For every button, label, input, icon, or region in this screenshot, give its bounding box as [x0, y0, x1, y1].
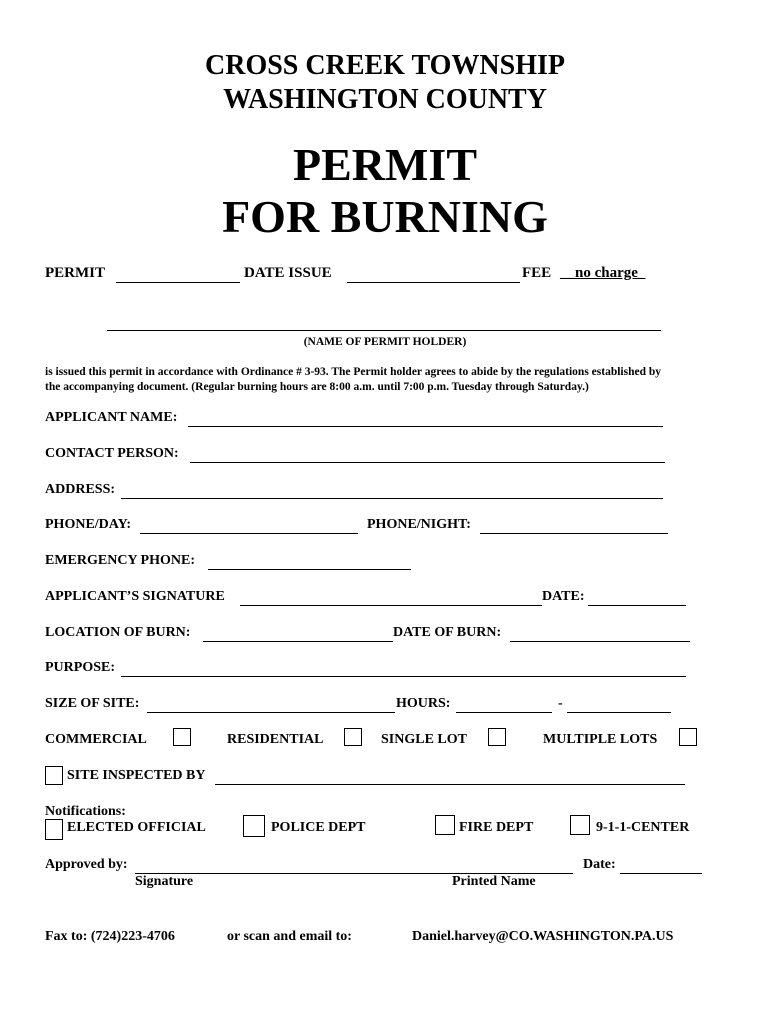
permit-number-field[interactable]	[116, 282, 240, 283]
multiple-lots-label: MULTIPLE LOTS	[543, 732, 658, 747]
single-lot-checkbox[interactable]	[488, 728, 506, 746]
date-issue-label: DATE ISSUE	[244, 265, 332, 281]
phone-night-field[interactable]	[480, 533, 668, 534]
notifications-heading: Notifications:	[45, 804, 126, 819]
contact-person-label: CONTACT PERSON:	[45, 446, 179, 461]
date-issue-field[interactable]	[347, 282, 520, 283]
hours-label: HOURS:	[396, 696, 451, 711]
single-lot-label: SINGLE LOT	[381, 732, 467, 747]
approved-by-label: Approved by:	[45, 857, 128, 872]
multiple-lots-checkbox[interactable]	[679, 728, 697, 746]
commercial-checkbox[interactable]	[173, 728, 191, 746]
residential-label: RESIDENTIAL	[227, 732, 324, 747]
purpose-field[interactable]	[121, 676, 686, 677]
site-inspected-field[interactable]	[215, 784, 685, 785]
location-of-burn-field[interactable]	[203, 641, 393, 642]
fee-value: __no charge_	[560, 265, 646, 281]
hours-start-field[interactable]	[456, 712, 552, 713]
size-of-site-field[interactable]	[147, 712, 395, 713]
signature-date-field[interactable]	[588, 605, 686, 606]
printed-name-caption: Printed Name	[452, 874, 536, 889]
county-heading: WASHINGTON COUNTY	[223, 84, 547, 115]
phone-night-label: PHONE/NIGHT:	[367, 517, 471, 532]
address-label: ADDRESS:	[45, 482, 116, 497]
center-911-checkbox[interactable]	[570, 815, 590, 835]
approval-date-label: Date:	[583, 857, 616, 872]
approval-date-field[interactable]	[620, 873, 702, 874]
date-of-burn-label: DATE OF BURN:	[393, 625, 502, 640]
emergency-phone-label: EMERGENCY PHONE:	[45, 553, 195, 568]
location-of-burn-label: LOCATION OF BURN:	[45, 625, 191, 640]
permit-title: PERMIT	[293, 139, 477, 190]
police-dept-checkbox[interactable]	[243, 815, 265, 837]
fire-dept-checkbox[interactable]	[435, 815, 455, 835]
size-of-site-label: SIZE OF SITE:	[45, 696, 140, 711]
phone-day-label: PHONE/DAY:	[45, 517, 132, 532]
contact-email[interactable]: Daniel.harvey@CO.WASHINGTON.PA.US	[412, 929, 674, 944]
applicant-signature-label: APPLICANT’S SIGNATURE	[45, 589, 225, 604]
date-of-burn-field[interactable]	[510, 641, 690, 642]
phone-day-field[interactable]	[140, 533, 358, 534]
permit-holder-name-field[interactable]	[107, 330, 661, 331]
signature-caption: Signature	[135, 874, 194, 889]
site-inspected-label: SITE INSPECTED BY	[67, 768, 206, 783]
ordinance-statement-line1: is issued this permit in accordance with Ordinance # 3-93. The Permit holder agrees to abide by the regulations established by	[45, 366, 662, 378]
permit-subtitle: FOR BURNING	[222, 191, 548, 242]
ordinance-statement-line2: the accompanying document. (Regular burning hours are 8:00 a.m. until 7:00 p.m. Tuesday through Saturday.)	[45, 381, 589, 393]
police-dept-label: POLICE DEPT	[271, 820, 366, 835]
fax-number: Fax to: (724)223-4706	[45, 929, 175, 944]
scan-email-text: or scan and email to:	[227, 929, 352, 944]
fire-dept-label: FIRE DEPT	[459, 820, 534, 835]
applicant-name-field[interactable]	[188, 426, 663, 427]
hours-separator: -	[558, 696, 563, 711]
hours-end-field[interactable]	[567, 712, 671, 713]
center-911-label: 9-1-1-CENTER	[596, 820, 690, 835]
permit-number-label: PERMIT	[45, 265, 105, 281]
site-inspected-checkbox[interactable]	[45, 766, 63, 785]
permit-holder-caption: (NAME OF PERMIT HOLDER)	[303, 336, 467, 348]
fee-label: FEE	[522, 265, 552, 281]
applicant-signature-field[interactable]	[240, 605, 542, 606]
elected-official-checkbox[interactable]	[45, 819, 63, 840]
address-field[interactable]	[121, 498, 663, 499]
purpose-label: PURPOSE:	[45, 660, 115, 675]
township-heading: CROSS CREEK TOWNSHIP	[205, 50, 565, 81]
signature-date-label: DATE:	[542, 589, 585, 604]
residential-checkbox[interactable]	[344, 728, 362, 746]
elected-official-label: ELECTED OFFICIAL	[67, 820, 206, 835]
contact-person-field[interactable]	[190, 462, 665, 463]
emergency-phone-field[interactable]	[208, 569, 411, 570]
applicant-name-label: APPLICANT NAME:	[45, 410, 178, 425]
commercial-label: COMMERCIAL	[45, 732, 147, 747]
